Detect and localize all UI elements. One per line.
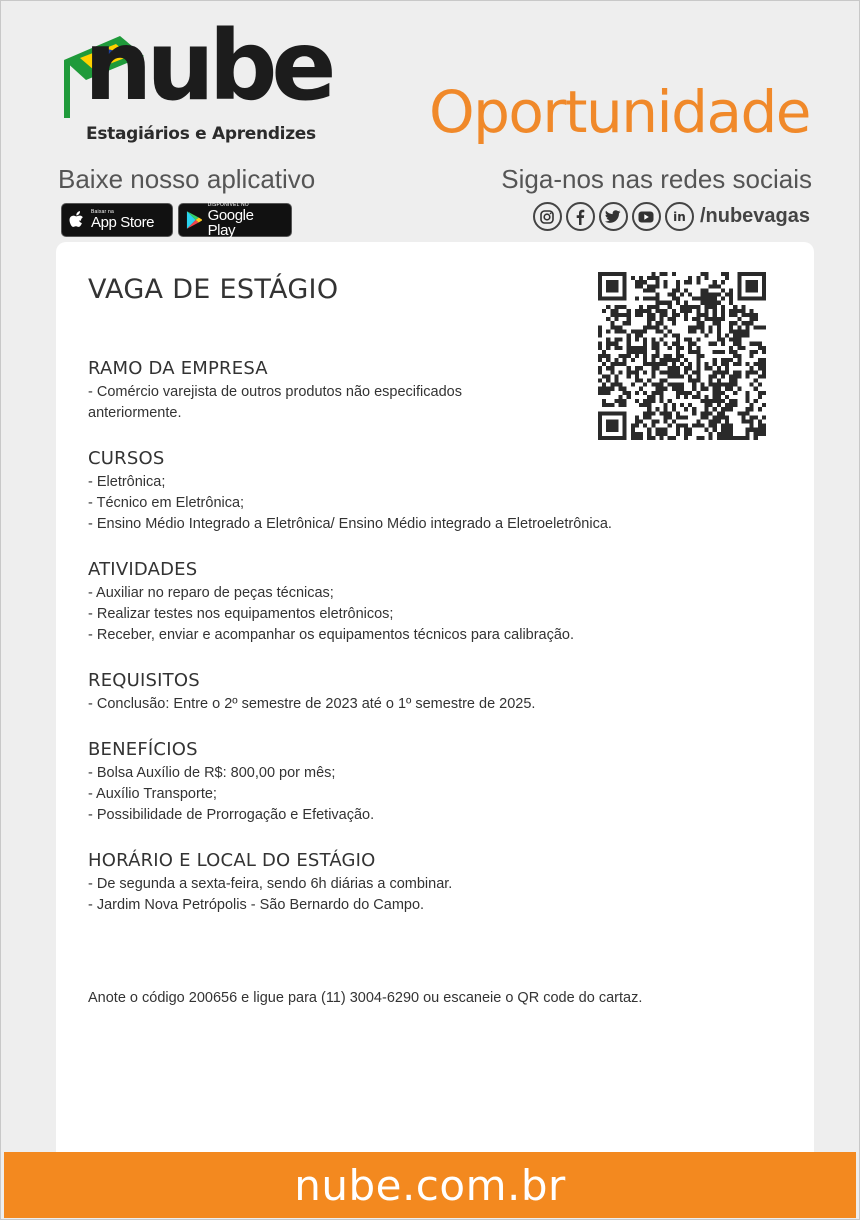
nube-logo[interactable] [56, 10, 336, 150]
section-horario-e-local [88, 850, 768, 916]
section-title: CURSOS [88, 448, 165, 469]
google-play-button[interactable] [178, 203, 292, 237]
section-line: - Realizar testes nos equipamentos eletrônicos; [88, 606, 394, 622]
section-line: - Conclusão: Entre o 2º semestre de 2023 até o 1º semestre de 2025. [88, 696, 536, 712]
section-title: REQUISITOS [88, 670, 200, 691]
section-title: RAMO DA EMPRESA [88, 358, 268, 379]
brand-name: nube [84, 10, 331, 122]
section-line: - Ensino Médio Integrado a Eletrônica/ Ensino Médio integrado a Eletroeletrônica. [88, 516, 612, 532]
section-ramo-da-empresa [88, 358, 768, 424]
section-atividades [88, 559, 768, 646]
app-download-label: Baixe nosso aplicativo [58, 164, 316, 194]
section-title: ATIVIDADES [88, 559, 198, 580]
section-line: - Comércio varejista de outros produtos não especificados anteriormente. [88, 384, 462, 421]
store-badges [61, 203, 292, 237]
footer-bar [4, 1152, 856, 1218]
google-play-icon [185, 210, 203, 230]
section-line: - Bolsa Auxílio de R$: 800,00 por mês; [88, 765, 336, 781]
section-line: - De segunda a sexta-feira, sendo 6h diárias a combinar. [88, 876, 453, 892]
section-requisitos [88, 670, 768, 715]
instagram-icon[interactable] [533, 202, 562, 231]
google-play-small-label: DISPONÍVEL NO [207, 201, 249, 208]
section-line: - Possibilidade de Prorrogação e Efetivação. [88, 807, 375, 823]
section-line: - Auxiliar no reparo de peças técnicas; [88, 585, 334, 601]
google-play-label: Google Play [207, 206, 254, 239]
section-title: HORÁRIO E LOCAL DO ESTÁGIO [88, 850, 376, 871]
headline: Oportunidade [428, 78, 810, 146]
app-store-button[interactable] [61, 203, 173, 237]
social-handle[interactable]: /nubevagas [699, 205, 810, 227]
section-line: - Eletrônica; [88, 474, 166, 490]
section-beneficios [88, 739, 768, 826]
website-link[interactable]: nube.com.br [294, 1160, 566, 1210]
section-line: - Auxílio Transporte; [88, 786, 217, 802]
section-line: - Jardim Nova Petrópolis - São Bernardo do Campo. [88, 897, 425, 913]
section-line: - Técnico em Eletrônica; [88, 495, 245, 511]
job-card [56, 242, 814, 1172]
brand-tagline: Estagiários e Aprendizes [86, 124, 316, 144]
job-details [88, 358, 768, 940]
app-store-small-label: Baixar na [91, 209, 114, 215]
social-links [533, 202, 810, 231]
job-title: VAGA DE ESTÁGIO [88, 274, 339, 305]
apple-icon [68, 210, 86, 230]
app-store-label: App Store [91, 214, 155, 231]
section-cursos [88, 448, 768, 535]
facebook-icon[interactable] [566, 202, 595, 231]
youtube-icon[interactable] [632, 202, 661, 231]
section-line: - Receber, enviar e acompanhar os equipamentos técnicos para calibração. [88, 627, 575, 643]
contact-note: Anote o código 200656 e ligue para (11) 3004-6290 ou escaneie o QR code do cartaz. [88, 990, 643, 1006]
social-label: Siga-nos nas redes sociais [501, 164, 812, 194]
twitter-icon[interactable] [599, 202, 628, 231]
section-title: BENEFÍCIOS [88, 739, 198, 760]
linkedin-icon[interactable]: in [665, 202, 694, 231]
